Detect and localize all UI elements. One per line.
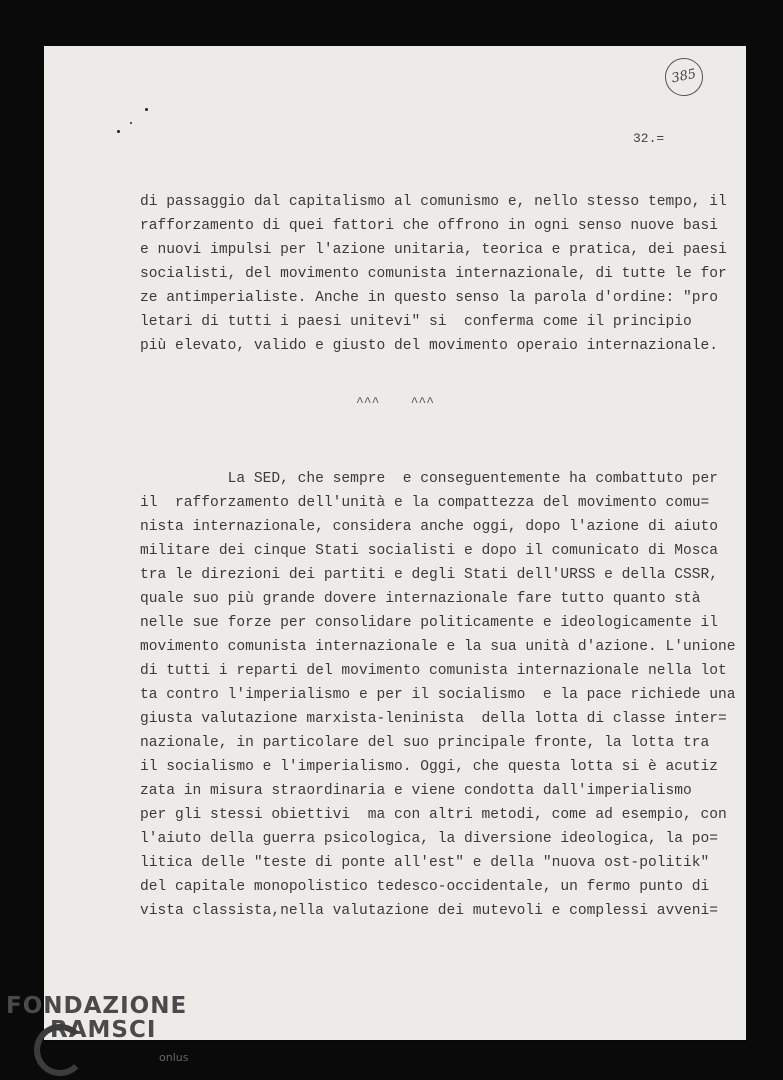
- text-line: ze antimperialiste. Anche in questo senso la parola d'ordine: "pro: [140, 290, 719, 306]
- text-line: di tutti i reparti del movimento comunista internazionale nella lot: [140, 663, 727, 679]
- text-line: rafforzamento di quei fattori che offrono in ogni senso nuove basi: [140, 218, 719, 234]
- text-line: il socialismo e l'imperialismo. Oggi, che questa lotta si è acutiz: [140, 759, 719, 775]
- text-line: litica delle "teste di ponte all'est" e della "nuova ost-politik": [140, 855, 710, 871]
- text-line: più elevato, valido e giusto del movimento operaio internazionale.: [140, 338, 719, 354]
- gramsci-logo-icon: [34, 1024, 86, 1076]
- archive-stamp: 385: [661, 54, 706, 99]
- text-line: e nuovi impulsi per l'azione unitaria, teorica e pratica, dei paesi: [140, 242, 727, 258]
- watermark-line1: FONDAZIONE: [6, 993, 188, 1019]
- text-line: vista classista,nella valutazione dei mutevoli e complessi avveni=: [140, 903, 719, 919]
- text-line: il rafforzamento dell'unità e la compattezza del movimento comu=: [140, 495, 710, 511]
- text-line: quale suo più grande dovere internazionale fare tutto quanto stà: [140, 591, 701, 607]
- paragraph-1: [140, 190, 727, 358]
- text-line: ta contro l'imperialismo e per il socialismo e la pace richiede una: [140, 687, 736, 703]
- text-line: letari di tutti i paesi unitevi" si conferma come il principio: [140, 314, 692, 330]
- text-line: l'aiuto della guerra psicologica, la diversione ideologica, la po=: [140, 831, 719, 847]
- text-line: nazionale, in particolare del suo principale fronte, la lotta tra: [140, 735, 710, 751]
- text-line: tra le direzioni dei partiti e degli Stati dell'URSS e della CSSR,: [140, 567, 719, 583]
- page-number: 32.=: [633, 131, 665, 146]
- watermark-line3: onlus: [159, 1051, 189, 1064]
- text-line: nista internazionale, considera anche oggi, dopo l'azione di aiuto: [140, 519, 719, 535]
- text-line: per gli stessi obiettivi ma con altri metodi, come ad esempio, con: [140, 807, 727, 823]
- text-line: movimento comunista internazionale e la sua unità d'azione. L'unione: [140, 639, 736, 655]
- section-separator: ^^^ ^^^: [356, 395, 435, 410]
- text-line: nelle sue forze per consolidare politicamente e ideologicamente il: [140, 615, 719, 631]
- text-line: giusta valutazione marxista-leninista della lotta di classe inter=: [140, 711, 727, 727]
- ink-mark: [130, 122, 132, 124]
- text-line: militare dei cinque Stati socialisti e dopo il comunicato di Mosca: [140, 543, 719, 559]
- text-line: socialisti, del movimento comunista internazionale, di tutte le for: [140, 266, 727, 282]
- text-line: di passaggio dal capitalismo al comunismo e, nello stesso tempo, il: [140, 194, 727, 210]
- ink-mark: [145, 108, 148, 111]
- paragraph-2: [140, 467, 736, 923]
- text-line: del capitale monopolistico tedesco-occidentale, un fermo punto di: [140, 879, 710, 895]
- text-line: La SED, che sempre e conseguentemente ha combattuto per: [140, 471, 719, 487]
- watermark-line2: RAMSCI: [50, 1017, 157, 1043]
- fondazione-gramsci-watermark: [6, 993, 189, 1064]
- ink-mark: [117, 130, 120, 133]
- document-page: [44, 46, 746, 1040]
- text-line: zata in misura straordinaria e viene condotta dall'imperialismo: [140, 783, 692, 799]
